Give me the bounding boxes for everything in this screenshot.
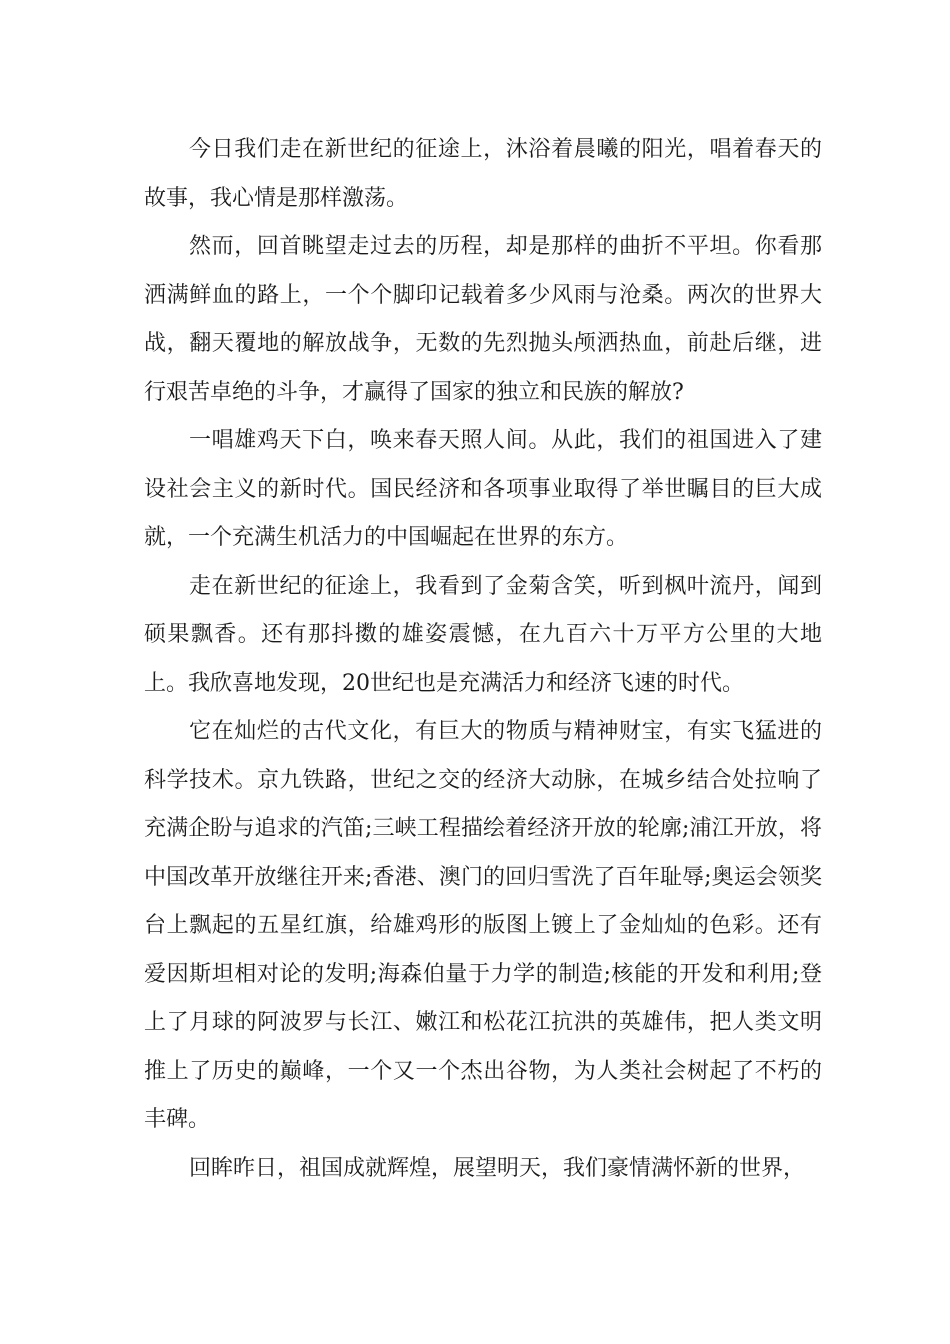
paragraph-6: 回眸昨日，祖国成就辉煌，展望明天，我们豪情满怀新的世界，	[189, 1155, 806, 1181]
document-body	[144, 126, 822, 1193]
paragraph-4: 走在新世纪的征途上，我看到了金菊含笑，听到枫叶流丹，闻到硕果飘香。还有那抖擞的雄姿震憾，在九百六十万平方公里的大地上。我欣喜地发现，20世纪也是充满活力和经济飞速的时代。	[144, 573, 822, 696]
paragraph-1: 今日我们走在新世纪的征途上，沐浴着晨曦的阳光，唱着春天的故事，我心情是那样激荡。	[144, 137, 822, 211]
paragraph-5: 它在灿烂的古代文化，有巨大的物质与精神财宝，有实飞猛进的科学技术。京九铁路，世纪之交的经济大动脉，在城乡结合处拉响了充满企盼与追求的汽笛;三峡工程描绘着经济开放的轮廓;浦江开放，将中国改革开放继往开来;香港、澳门的回归雪洗了百年耻辱;奥运会领奖台上飘起的五星红旗，给雄鸡形的版图上镀上了金灿灿的色彩。还有爱因斯坦相对论的发明;海森伯量于力学的制造;核能的开发和利用;登上了月球的阿波罗与长江、嫩江和松花江抗洪的英雄伟，把人类文明推上了历史的巅峰，一个又一个杰出谷物，为人类社会树起了不朽的丰碑。	[144, 719, 822, 1132]
paragraph-3: 一唱雄鸡天下白，唤来春天照人间。从此，我们的祖国进入了建设社会主义的新时代。国民经济和各项事业取得了举世瞩目的巨大成就，一个充满生机活力的中国崛起在世界的东方。	[144, 428, 822, 550]
paragraph-2: 然而，回首眺望走过去的历程，却是那样的曲折不平坦。你看那洒满鲜血的路上，一个个脚印记载着多少风雨与沧桑。两次的世界大战，翻天覆地的解放战争，无数的先烈抛头颅洒热血，前赴后继，进行艰苦卓绝的斗争，才赢得了国家的独立和民族的解放?	[144, 234, 822, 405]
